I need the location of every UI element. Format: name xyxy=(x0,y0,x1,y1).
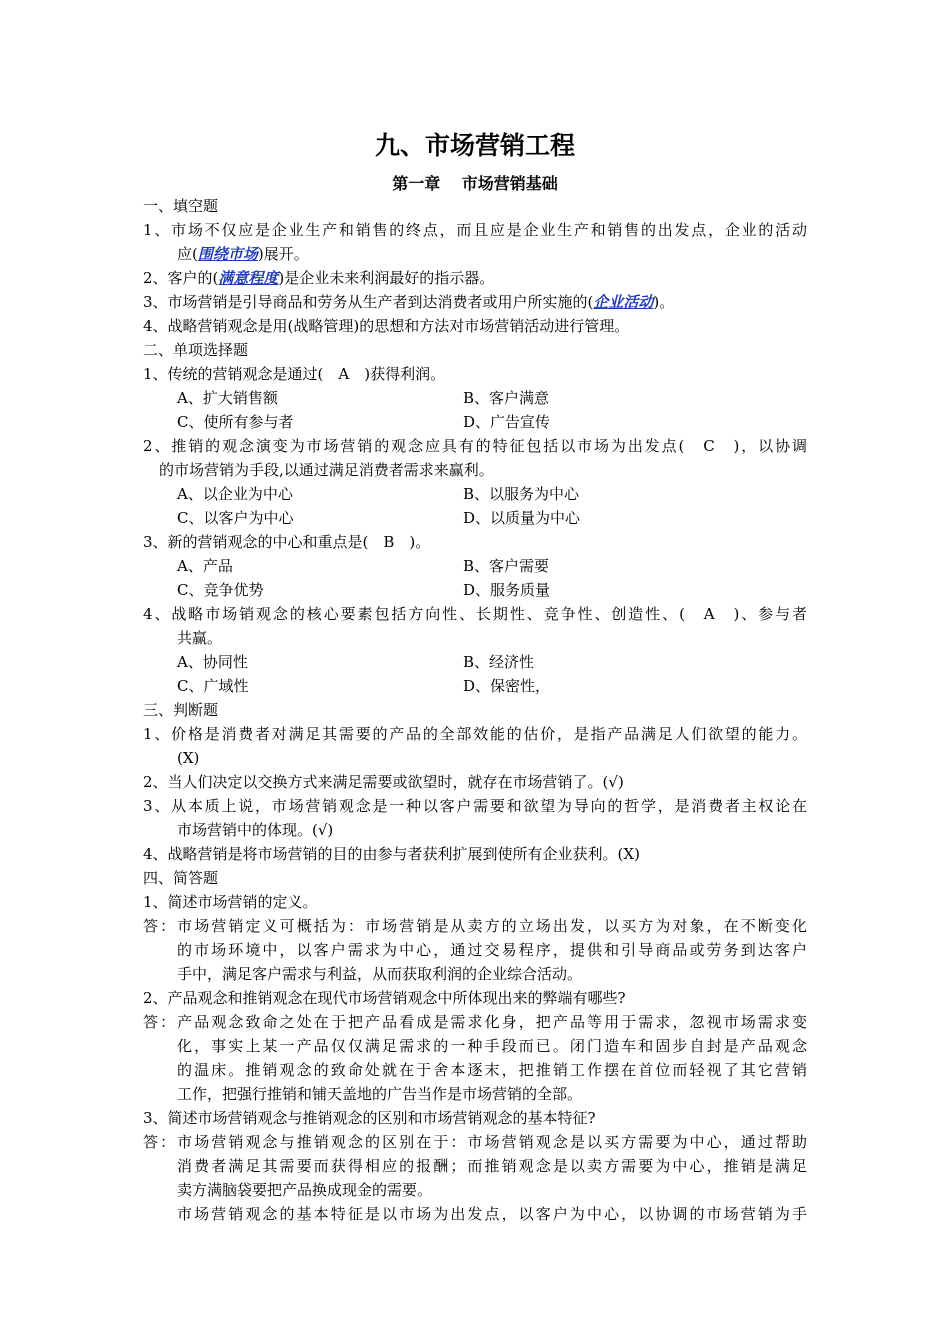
option-row xyxy=(143,674,807,698)
short-q2-answer-line4: 工作，把强行推销和铺天盖地的广告当作是市场营销的全部。 xyxy=(177,1085,583,1103)
option-b: B、以服务为中心 xyxy=(463,485,580,503)
option-b: B、客户满意 xyxy=(463,389,550,407)
single-q2-line2: 的市场营销为手段,以通过满足消费者需求来赢利。 xyxy=(159,461,494,479)
judge-q4: 4、战略营销是将市场营销的目的由参与者获利扩展到使所有企业获利。(X) xyxy=(143,845,640,863)
judge-q1-line2: (X) xyxy=(177,749,200,767)
fill-q1-line1: 1、市场不仅应是企业生产和销售的终点，而且应是企业生产和销售的出发点，企业的活动 xyxy=(143,221,807,239)
option-row xyxy=(143,554,807,578)
section-heading-short: 四、简答题 xyxy=(143,869,219,887)
chapter-label: 第一章 xyxy=(392,174,441,193)
single-q4-line2: 共赢。 xyxy=(177,629,223,647)
option-row xyxy=(143,386,807,410)
option-row xyxy=(143,410,807,434)
short-q2-answer-line1: 答：产品观念致命之处在于把产品看成是需求化身，把产品等用于需求，忽视市场需求变 xyxy=(143,1013,807,1031)
option-a: A、以企业为中心 xyxy=(177,485,293,503)
document-body xyxy=(143,194,807,1226)
short-q2-question: 2、产品观念和推销观念在现代市场营销观念中所体现出来的弊端有哪些? xyxy=(143,989,626,1007)
option-row xyxy=(143,578,807,602)
answer-text: 围绕市场 xyxy=(197,245,258,263)
judge-q3-line1: 3、从本质上说，市场营销观念是一种以客户需要和欲望为导向的哲学，是消费者主权论在 xyxy=(143,797,807,815)
single-q3: 3、新的营销观念的中心和重点是( B )。 xyxy=(143,533,431,551)
section-heading-judge: 三、判断题 xyxy=(143,701,219,719)
fill-q2: 2、客户的(满意程度)是企业未来利润最好的指示器。 xyxy=(143,269,495,287)
option-c: C、使所有参与者 xyxy=(177,413,294,431)
short-q1-question: 1、简述市场营销的定义。 xyxy=(143,893,318,911)
document-title: 九、市场营销工程 xyxy=(374,131,575,160)
short-q3-answer-line2: 消费者满足其需要而获得相应的报酬；而推销观念是以卖方需要为中心，推销是满足 xyxy=(177,1157,807,1175)
option-d: D、广告宣传 xyxy=(463,413,551,431)
short-q1-answer-line1: 答：市场营销定义可概括为：市场营销是从卖方的立场出发，以买方为对象，在不断变化 xyxy=(143,917,807,935)
option-row xyxy=(143,506,807,530)
section-heading-fill: 一、填空题 xyxy=(143,197,219,215)
answer-text: 满意程度 xyxy=(218,269,279,287)
chapter-heading xyxy=(0,172,950,196)
chapter-name: 市场营销基础 xyxy=(461,174,558,193)
short-q2-answer-line2: 化，事实上某一产品仅仅满足需求的一种手段而已。闭门造车和固步自封是产品观念 xyxy=(177,1037,807,1055)
option-c: C、广域性 xyxy=(177,677,249,695)
option-c: C、竞争优势 xyxy=(177,581,264,599)
option-b: B、经济性 xyxy=(463,653,535,671)
option-d: D、服务质量 xyxy=(463,581,551,599)
short-q3-answer-line1: 答：市场营销观念与推销观念的区别在于：市场营销观念是以买方需要为中心，通过帮助 xyxy=(143,1133,807,1151)
option-d: D、保密性， xyxy=(463,677,551,695)
single-q1: 1、传统的营销观念是通过( A )获得利润。 xyxy=(143,365,446,383)
short-q2-answer-line3: 的温床。推销观念的致命处就在于舍本逐末，把推销工作摆在首位而轻视了其它营销 xyxy=(177,1061,807,1079)
option-a: A、扩大销售额 xyxy=(177,389,278,407)
judge-q2: 2、当人们决定以交换方式来满足需要或欲望时，就存在市场营销了。(√) xyxy=(143,773,624,791)
judge-q1-line1: 1、价格是消费者对满足其需要的产品的全部效能的估价，是指产品满足人们欲望的能力。 xyxy=(143,725,807,743)
option-d: D、以质量为中心 xyxy=(463,509,581,527)
fill-q3: 3、市场营销是引导商品和劳务从生产者到达消费者或用户所实施的(企业活动)。 xyxy=(143,293,675,311)
short-q3-answer-line3: 卖方满脑袋要把产品换成现金的需要。 xyxy=(177,1181,433,1199)
fill-q1-line2: 应(围绕市场)展开。 xyxy=(177,245,309,263)
fill-q4: 4、战略营销观念是用(战略管理)的思想和方法对市场营销活动进行管理。 xyxy=(143,317,630,335)
option-row xyxy=(143,650,807,674)
option-a: A、产品 xyxy=(177,557,233,575)
option-row xyxy=(143,482,807,506)
short-q3-question: 3、简述市场营销观念与推销观念的区别和市场营销观念的基本特征? xyxy=(143,1109,596,1127)
option-c: C、以客户为中心 xyxy=(177,509,294,527)
single-q4-line1: 4、战略市场销观念的核心要素包括方向性、长期性、竞争性、创造性、( A )、参与者 xyxy=(143,605,807,623)
short-q1-answer-line2: 的市场环境中，以客户需求为中心，通过交易程序，提供和引导商品或劳务到达客户 xyxy=(177,941,807,959)
short-q3-answer-line4: 市场营销观念的基本特征是以市场为出发点，以客户为中心，以协调的市场营销为手 xyxy=(177,1205,807,1223)
short-q1-answer-line3: 手中，满足客户需求与利益，从而获取利润的企业综合活动。 xyxy=(177,965,583,983)
section-heading-single: 二、单项选择题 xyxy=(143,341,249,359)
judge-q3-line2: 市场营销中的体现。(√) xyxy=(177,821,334,839)
option-b: B、客户需要 xyxy=(463,557,550,575)
single-q2-line1: 2、推销的观念演变为市场营销的观念应具有的特征包括以市场为出发点( C )，以协调 xyxy=(143,437,807,455)
answer-text: 企业活动 xyxy=(593,293,654,311)
option-a: A、协同性 xyxy=(177,653,248,671)
